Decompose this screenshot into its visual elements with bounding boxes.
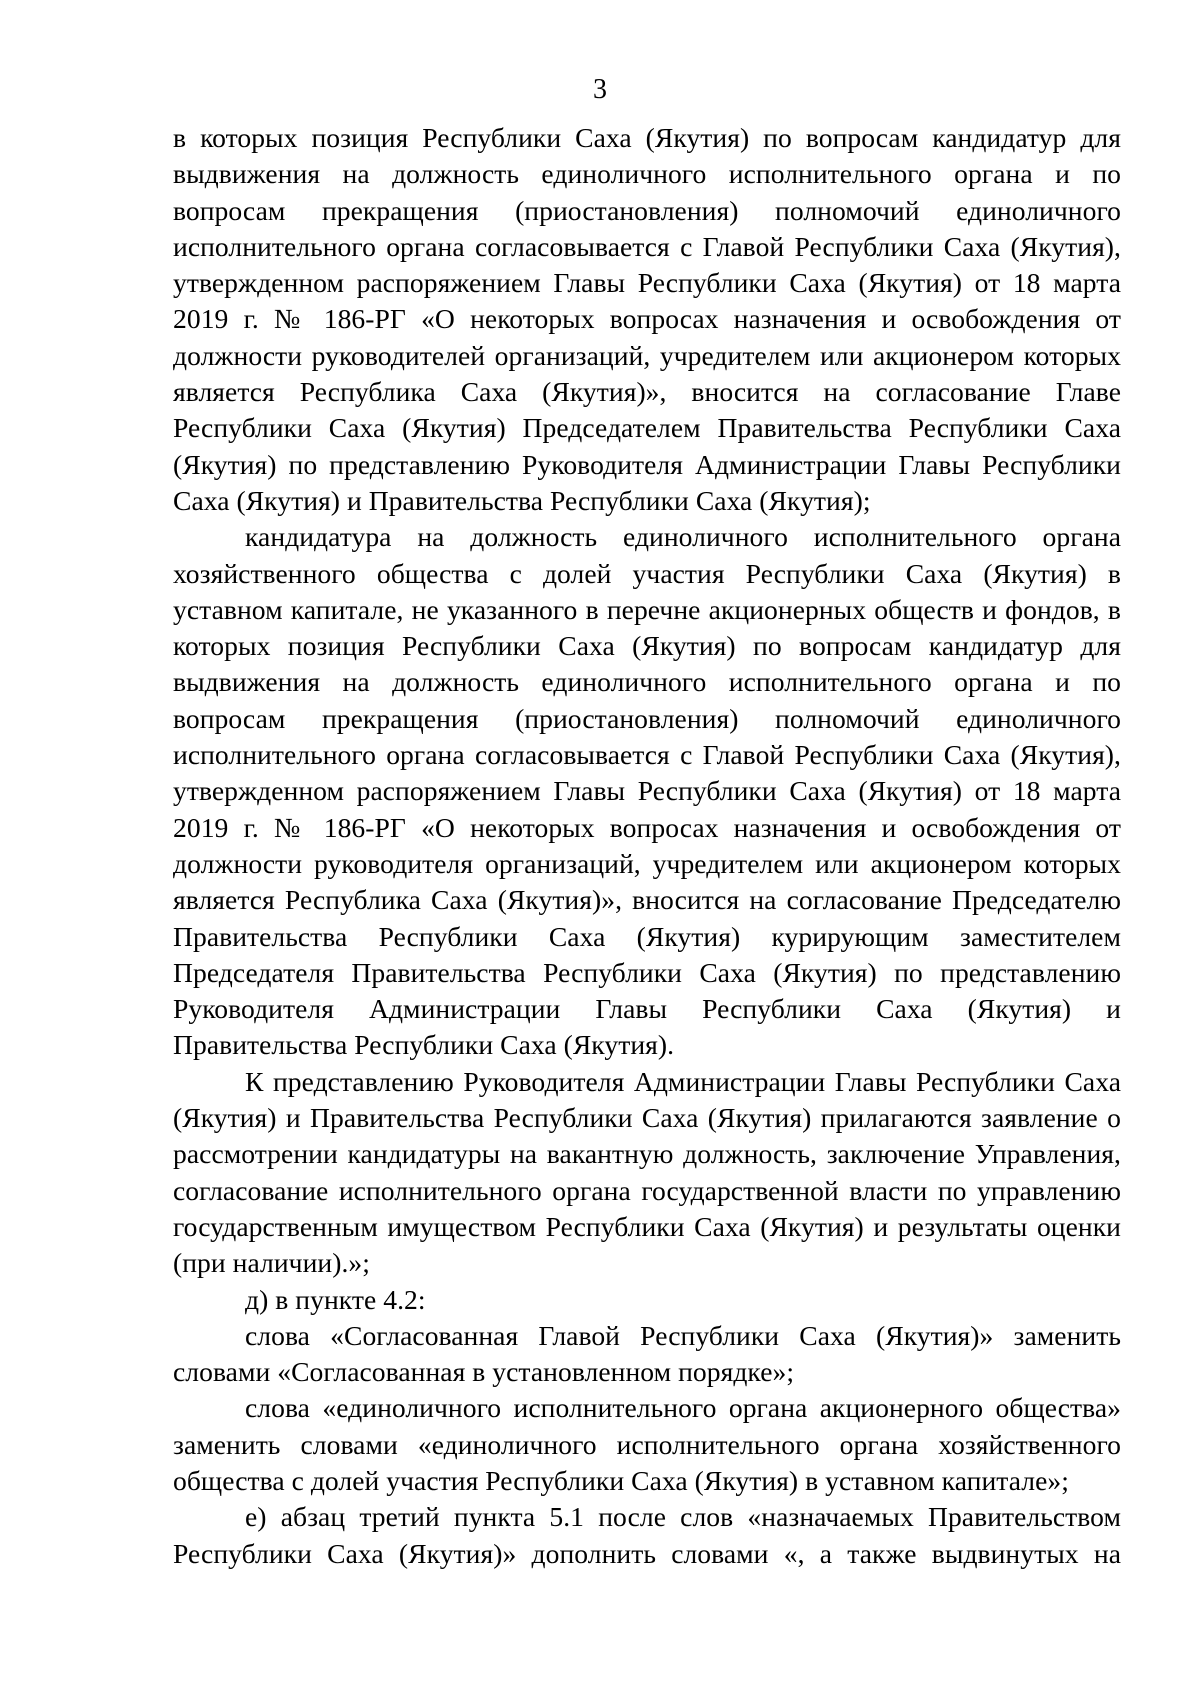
paragraph-candidate-nomination: кандидатура на должность единоличного исполнительного органа хозяйственного общества с долей участия Республики Саха (Якутия) в уставном капитале, не указанного в перечне акционерных обществ и фондов, в которых позиция Республики Саха (Якутия) по вопросам кандидатур для выдвижения на должность единоличного исполнительного органа и по вопросам прекращения (приостановления) полномочий единоличного исполнительного органа согласовывается с Главой Республики Саха (Якутия), утвержденном распоряжением Главы Республики Саха (Якутия) от 18 марта 2019 г. № 186-РГ «О некоторых вопросах назначения и освобождения от должности руководителя организаций, учредителем или акционером которых является Республика Саха (Якутия)», вносится на согласование Председателю Правительства Республики Саха (Якутия) курирующим заместителем Председателя Правительства Республики Саха (Якутия) по представлению Руководителя Администрации Главы Республики Саха (Якутия) и Правительства Республики Саха (Якутия). (173, 521, 1121, 1061)
paragraph-attachments: К представлению Руководителя Администрации Главы Республики Саха (Якутия) и Правительства Республики Саха (Якутия) прилагаются заявление о рассмотрении кандидатуры на вакантную должность, заключение Управления, согласование исполнительного органа государственной власти по управлению государственным имуществом Республики Саха (Якутия) и результаты оценки (при наличии).»; (173, 1065, 1121, 1279)
page-number: 3 (593, 74, 607, 105)
paragraph-item-d: д) в пункте 4.2: (245, 1283, 426, 1315)
paragraph-continuation: в которых позиция Республики Саха (Якутия) по вопросам кандидатур для выдвижения на должность единоличного исполнительного органа и по вопросам прекращения (приостановления) полномочий единоличного исполнительного органа согласовывается с Главой Республики Саха (Якутия), утвержденном распоряжением Главы Республики Саха (Якутия) от 18 марта 2019 г. № 186-РГ «О некоторых вопросах назначения и освобождения от должности руководителей организаций, учредителем или акционером которых является Республика Саха (Якутия)», вносится на согласование Главе Республики Саха (Якутия) Председателем Правительства Республики Саха (Якутия) по представлению Руководителя Администрации Главы Республики Саха (Якутия) и Правительства Республики Саха (Якутия); (173, 122, 1121, 516)
paragraph-item-e: е) абзац третий пункта 5.1 после слов «назначаемых Правительством Республики Саха (Якутия)» дополнить словами «, а также выдвинутых на (173, 1501, 1121, 1569)
document-body (173, 120, 1121, 1572)
paragraph-words-replace-2: слова «единоличного исполнительного органа акционерного общества» заменить словами «единоличного исполнительного органа хозяйственного общества с долей участия Республики Саха (Якутия) в уставном капитале»; (173, 1392, 1121, 1496)
paragraph-words-replace-1: слова «Согласованная Главой Республики Саха (Якутия)» заменить словами «Согласованная в установленном порядке»; (173, 1319, 1121, 1388)
